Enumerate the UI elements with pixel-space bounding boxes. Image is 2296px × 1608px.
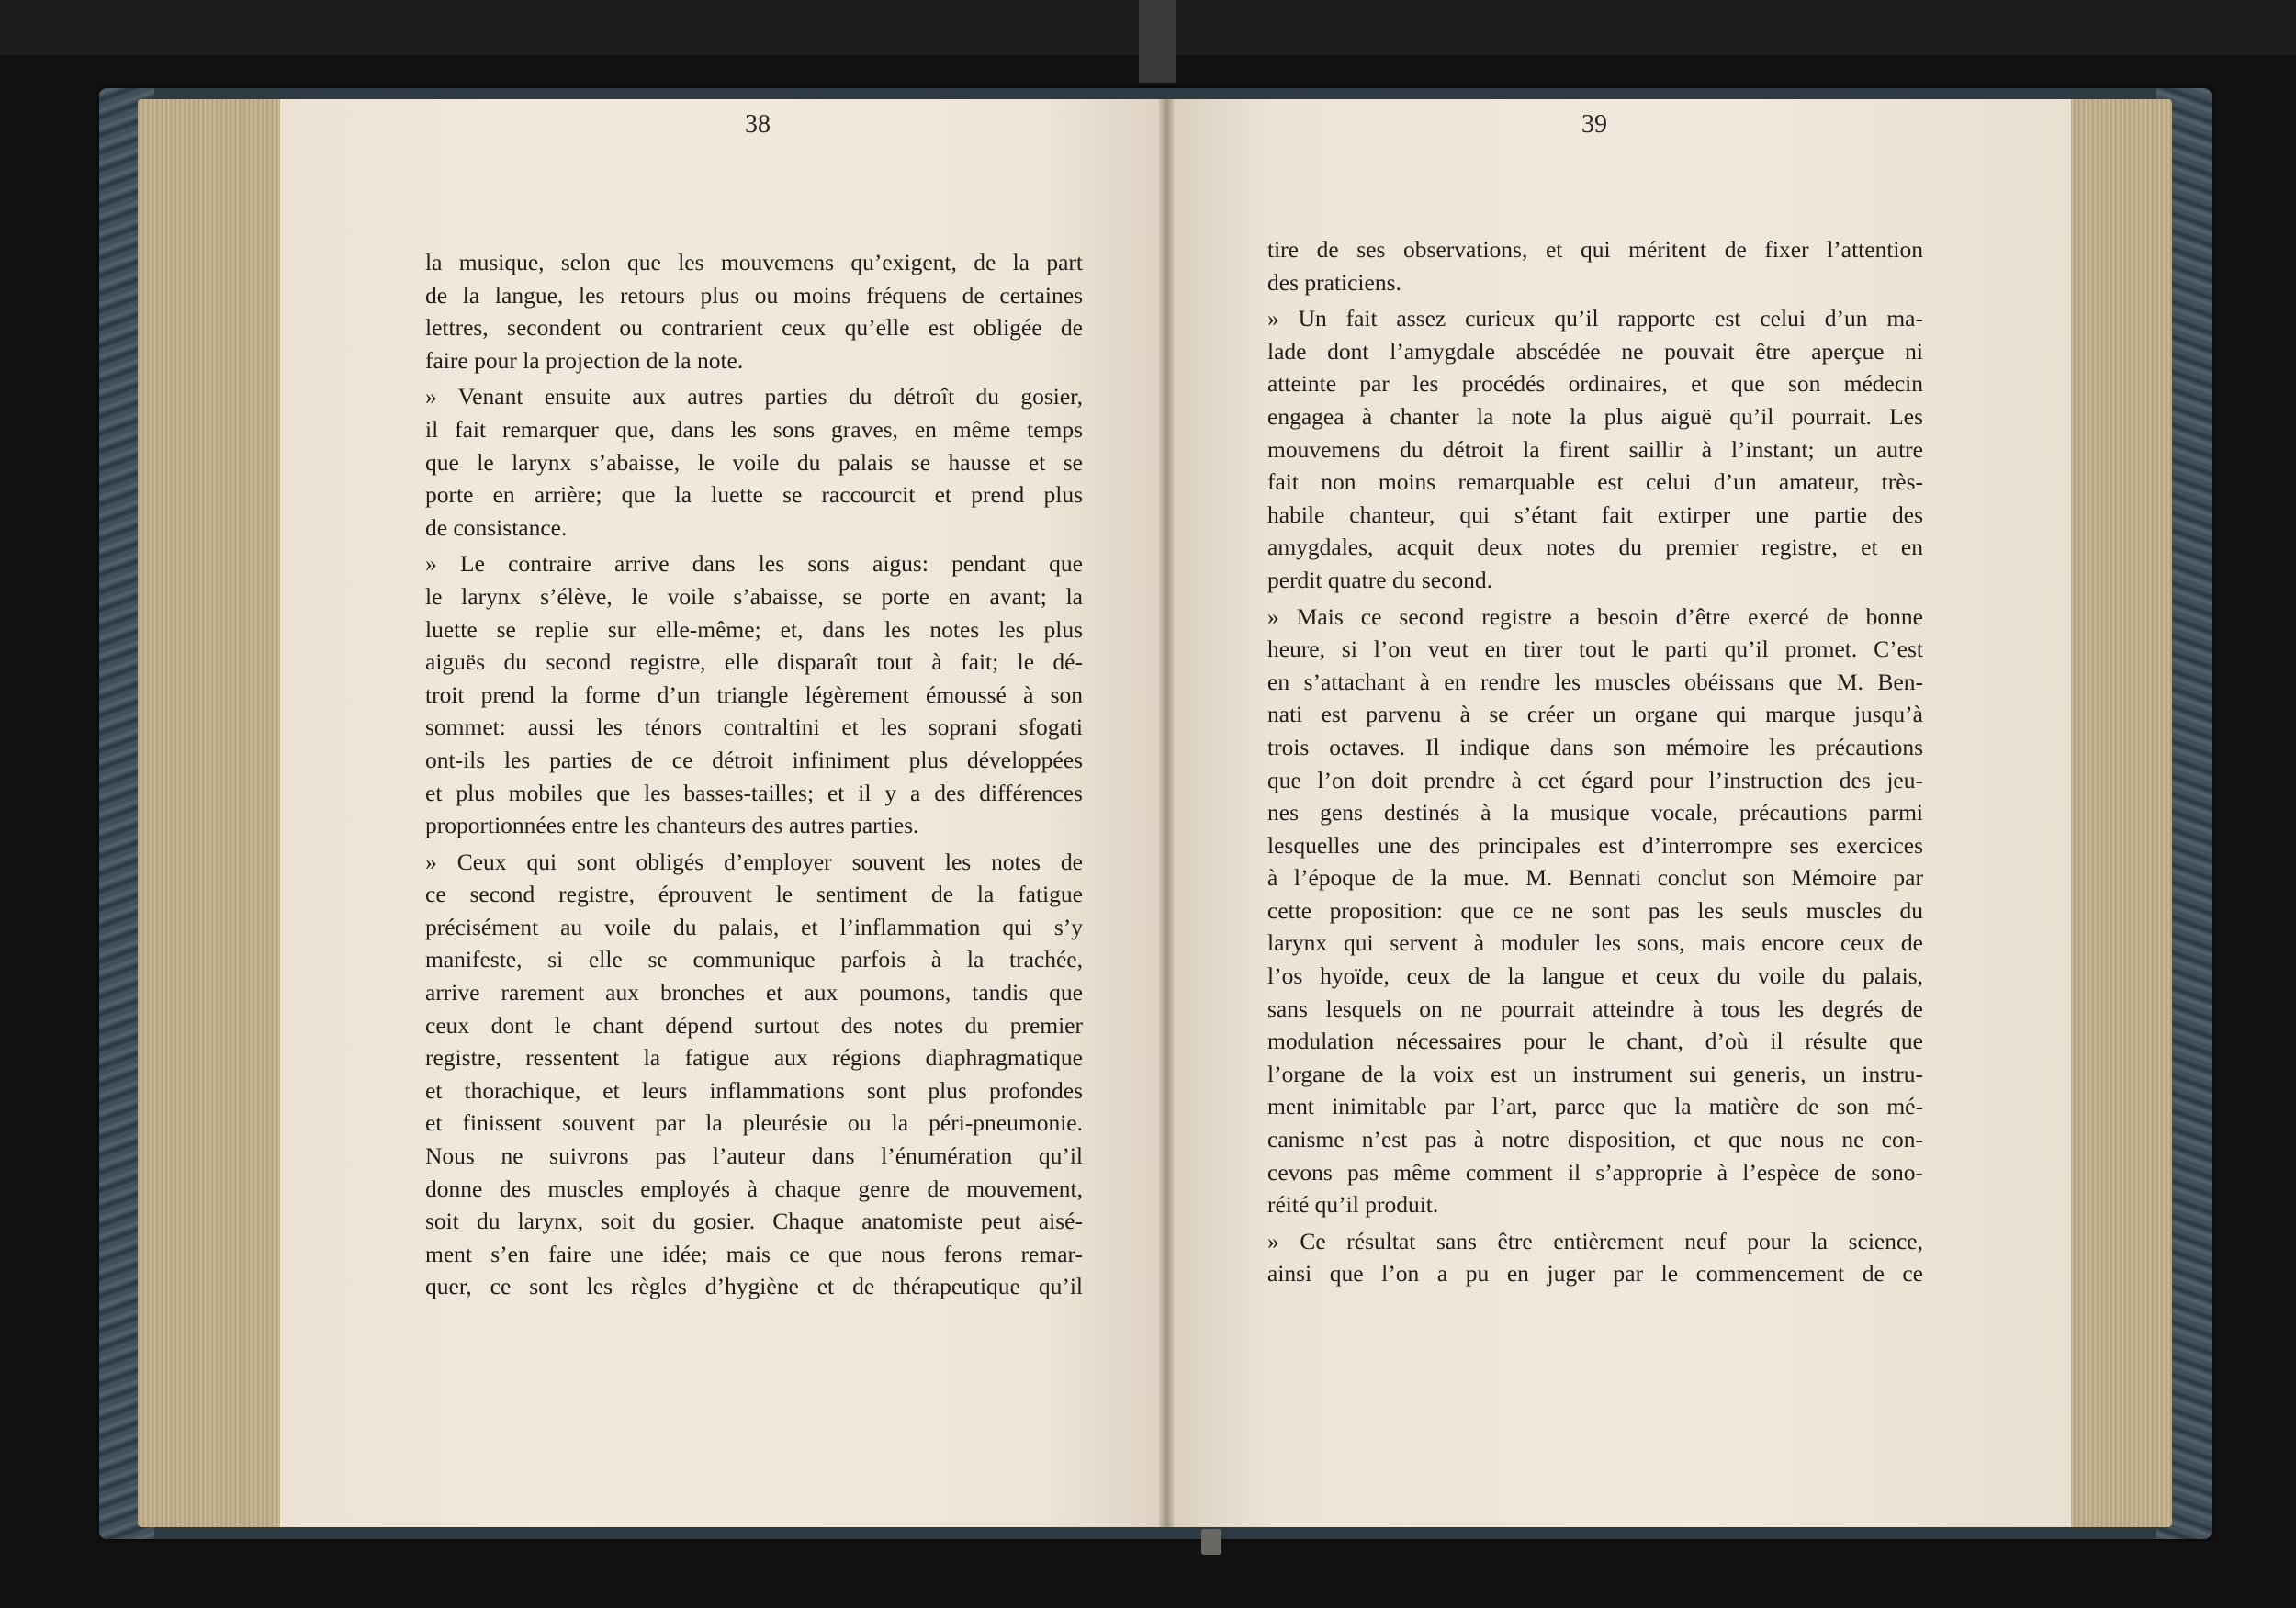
text-line: l’os hyoïde, ceux de la langue et ceux du voile du palais, — [1267, 962, 1923, 990]
text-line: ont-ils les parties de ce détroit infiniment plus développées — [425, 746, 1083, 773]
text-line: trois octaves. Il indique dans son mémoire les précautions — [1267, 733, 1923, 760]
text-line: ainsi que l’on a pu en juger par le commencement de ce — [1267, 1260, 1923, 1288]
text-line: quer, ce sont les règles d’hygiène et de thérapeutique qu’il — [425, 1273, 1083, 1300]
text-line: modulation nécessaires pour le chant, d’où il résulte que — [1267, 1028, 1923, 1055]
text-line: aiguës du second registre, elle disparaît tout à fait; le dé- — [425, 648, 1083, 676]
text-line: des praticiens. — [1267, 268, 1401, 296]
text-line: faire pour la projection de la note. — [425, 346, 744, 374]
text-line: que l’on doit prendre à cet égard pour l’instruction des jeu- — [1267, 766, 1923, 793]
text-line: porte en arrière; que la luette se raccourcit et prend plus — [425, 481, 1083, 509]
page-edges-right — [2066, 99, 2172, 1527]
text-line: donne des muscles employés à chaque genre de mouvement, — [425, 1175, 1083, 1202]
text-line: précisément au voile du palais, et l’inflammation qui s’y — [425, 913, 1083, 940]
text-line: nes gens destinés à la musique vocale, précautions parmi — [1267, 799, 1923, 826]
text-line: arrive rarement aux bronches et aux poumons, tandis que — [425, 979, 1083, 1006]
text-line: » Venant ensuite aux autres parties du détroît du gosier, — [425, 383, 1083, 410]
text-line: tire de ses observations, et qui méritent de fixer l’attention — [1267, 236, 1923, 263]
text-line: larynx qui servent à moduler les sons, mais encore ceux de — [1267, 929, 1923, 957]
text-line: réité qu’il produit. — [1267, 1191, 1439, 1219]
text-line: le larynx s’élève, le voile s’abaisse, se porte en avant; la — [425, 582, 1083, 610]
text-line: cette proposition: que ce ne sont pas les seuls muscles du — [1267, 896, 1923, 924]
text-line: luette se replie sur elle-même; et, dans les notes les plus — [425, 615, 1083, 643]
text-line: soit du larynx, soit du gosier. Chaque anatomiste peut aisé- — [425, 1208, 1083, 1235]
text-line: perdit quatre du second. — [1267, 566, 1493, 593]
text-line: » Le contraire arrive dans les sons aigus: pendant que — [425, 550, 1083, 578]
text-line: habile chanteur, qui s’étant fait extirper une partie des — [1267, 500, 1923, 528]
right-page-text — [1267, 233, 1923, 1290]
text-line: et finissent souvent par la pleurésie ou la péri-pneumonie. — [425, 1109, 1083, 1137]
page-number-left: 38 — [745, 110, 771, 139]
text-line: nati est parvenu à se créer un organe qui marque jusqu’à — [1267, 701, 1923, 728]
text-line: de consistance. — [425, 513, 568, 541]
scan-holder-strip — [1139, 0, 1176, 83]
text-line: ment s’en faire une idée; mais ce que nous ferons remar- — [425, 1240, 1083, 1267]
text-line: » Ceux qui sont obligés d’employer souvent les notes de — [425, 848, 1083, 875]
text-line: fait non moins remarquable est celui d’un amateur, très- — [1267, 468, 1923, 496]
text-line: de la langue, les retours plus ou moins fréquens de certaines — [425, 281, 1083, 309]
text-line: registre, ressentent la fatigue aux régions diaphragmatique — [425, 1044, 1083, 1072]
text-line: à l’époque de la mue. M. Bennati conclut son Mémoire par — [1267, 864, 1923, 892]
text-line: engagea à chanter la note la plus aiguë qu’il pourrait. Les — [1267, 402, 1923, 430]
text-line: cevons pas même comment il s’approprie à l’espèce de sono- — [1267, 1158, 1923, 1186]
text-line: canisme n’est pas à notre disposition, et que nous ne con- — [1267, 1126, 1923, 1153]
text-line: il fait remarquer que, dans les sons graves, en même temps — [425, 415, 1083, 443]
text-line: troit prend la forme d’un triangle légèrement émoussé à son — [425, 680, 1083, 708]
text-line: » Mais ce second registre a besoin d’être exercé de bonne — [1267, 602, 1923, 630]
text-line: lade dont l’amygdale abscédée ne pouvait être aperçue ni — [1267, 337, 1923, 365]
text-line: » Un fait assez curieux qu’il rapporte est celui d’un ma- — [1267, 305, 1923, 332]
text-line: en s’attachant à en rendre les muscles obéissans que M. Ben- — [1267, 668, 1923, 695]
text-line: et plus mobiles que les basses-tailles; et il y a des différences — [425, 779, 1083, 806]
text-line: lettres, secondent ou contrarient ceux qu’elle est obligée de — [425, 314, 1083, 342]
text-line: sans lesquels on ne pourrait atteindre à tous les degrés de — [1267, 995, 1923, 1022]
text-line: heure, si l’on veut en tirer tout le parti qu’il promet. C’est — [1267, 635, 1923, 663]
text-line: la musique, selon que les mouvemens qu’exigent, de la part — [425, 249, 1083, 275]
text-line: atteinte par les procédés ordinaires, et que son médecin — [1267, 370, 1923, 398]
left-page-text — [425, 246, 1083, 1303]
text-line: amygdales, acquit deux notes du premier registre, et en — [1267, 534, 1923, 561]
book-gutter — [1159, 99, 1174, 1527]
text-line: mouvemens du détroit la firent saillir à l’instant; un autre — [1267, 435, 1923, 463]
text-line: sommet: aussi les ténors contraltini et les soprani sfogati — [425, 714, 1083, 741]
text-line: et thorachique, et leurs inflammations sont plus profondes — [425, 1076, 1083, 1104]
text-line: ceux dont le chant dépend surtout des notes du premier — [425, 1011, 1083, 1039]
text-line: » Ce résultat sans être entièrement neuf pour la science, — [1267, 1227, 1923, 1254]
text-line: manifeste, si elle se communique parfois à la trachée, — [425, 946, 1083, 973]
page-number-right: 39 — [1581, 110, 1607, 139]
holder-clip — [1201, 1529, 1221, 1555]
text-line: Nous ne suivrons pas l’auteur dans l’énumération qu’il — [425, 1142, 1083, 1170]
text-line: lesquelles une des principales est d’interrompre ses exercices — [1267, 831, 1923, 859]
text-line: proportionnées entre les chanteurs des autres parties. — [425, 812, 919, 839]
text-line: l’organe de la voix est un instrument sui generis, un instru- — [1267, 1060, 1923, 1087]
page-edges-left — [138, 99, 289, 1527]
text-line: ce second registre, éprouvent le sentiment de la fatigue — [425, 881, 1083, 908]
text-line: ment inimitable par l’art, parce que la matière de son mé- — [1267, 1093, 1923, 1120]
text-line: que le larynx s’abaisse, le voile du palais se hausse et se — [425, 448, 1083, 476]
